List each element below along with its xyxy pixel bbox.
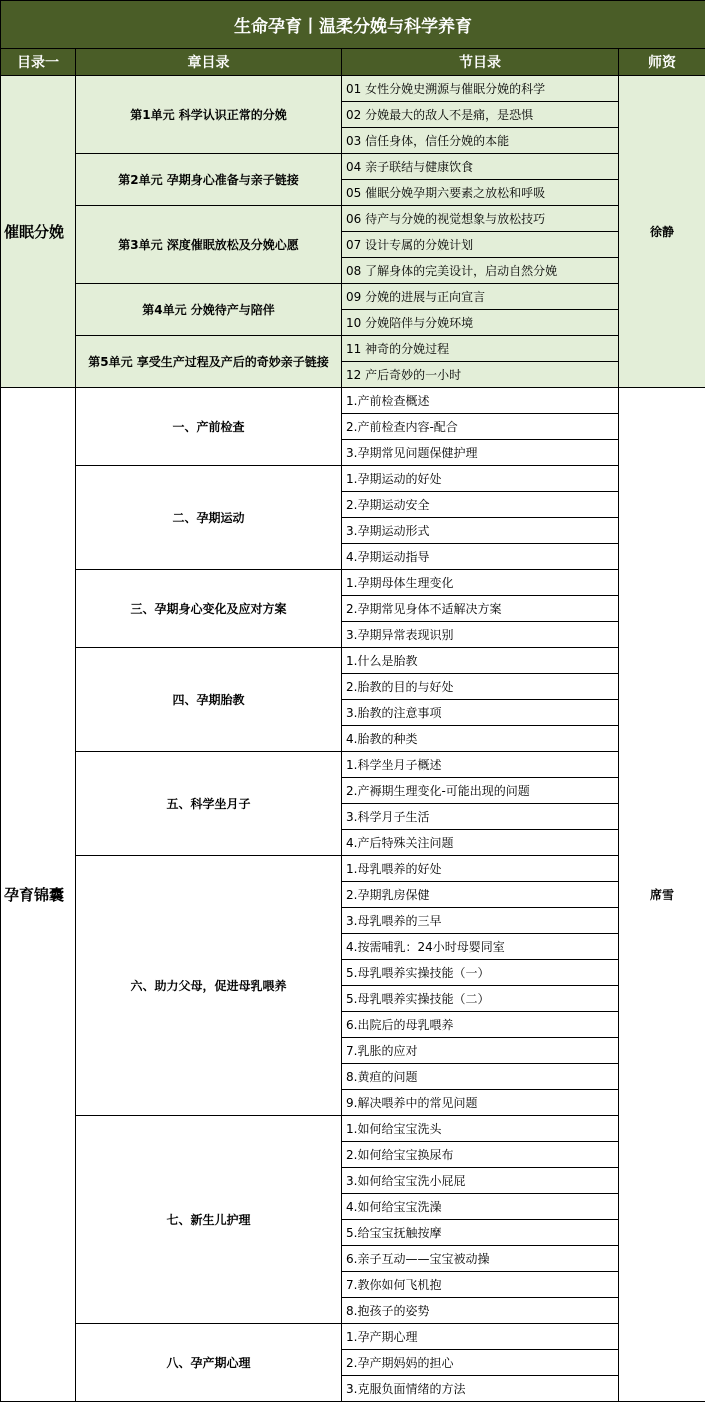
section-cell: 03 信任身体，信任分娩的本能 xyxy=(342,128,619,154)
table-row xyxy=(1,1116,705,1142)
section-cell: 3.孕期异常表现识别 xyxy=(342,622,619,648)
table-row xyxy=(1,752,705,778)
chapter-cell: 五、科学坐月子 xyxy=(76,752,342,856)
section-cell: 10 分娩陪伴与分娩环境 xyxy=(342,310,619,336)
table-row xyxy=(1,1324,705,1350)
table-row xyxy=(1,76,705,102)
table-row xyxy=(1,466,705,492)
section-cell: 3.孕期运动形式 xyxy=(342,518,619,544)
chapter-cell: 第4单元 分娩待产与陪伴 xyxy=(76,284,342,336)
chapter-cell: 二、孕期运动 xyxy=(76,466,342,570)
section-cell: 12 产后奇妙的一小时 xyxy=(342,362,619,388)
chapter-cell: 第2单元 孕期身心准备与亲子链接 xyxy=(76,154,342,206)
table-title: 生命孕育丨温柔分娩与科学养育 xyxy=(1,1,705,49)
section-cell: 2.孕期常见身体不适解决方案 xyxy=(342,596,619,622)
section-cell: 2.胎教的目的与好处 xyxy=(342,674,619,700)
chapter-cell: 三、孕期身心变化及应对方案 xyxy=(76,570,342,648)
chapter-cell: 七、新生儿护理 xyxy=(76,1116,342,1324)
section-cell: 3.母乳喂养的三早 xyxy=(342,908,619,934)
table-row xyxy=(1,570,705,596)
table-row xyxy=(1,284,705,310)
section-cell: 3.如何给宝宝洗小屁屁 xyxy=(342,1168,619,1194)
section-cell: 3.克服负面情绪的方法 xyxy=(342,1376,619,1402)
section-cell: 08 了解身体的完美设计，启动自然分娩 xyxy=(342,258,619,284)
section-cell: 4.孕期运动指导 xyxy=(342,544,619,570)
table-row xyxy=(1,388,705,414)
section-cell: 11 神奇的分娩过程 xyxy=(342,336,619,362)
section-cell: 05 催眠分娩孕期六要素之放松和呼吸 xyxy=(342,180,619,206)
section-cell: 6.出院后的母乳喂养 xyxy=(342,1012,619,1038)
section-cell: 02 分娩最大的敌人不是痛，是恐惧 xyxy=(342,102,619,128)
header-section: 节目录 xyxy=(342,49,619,76)
section-cell: 1.母乳喂养的好处 xyxy=(342,856,619,882)
section-cell: 01 女性分娩史溯源与催眠分娩的科学 xyxy=(342,76,619,102)
section-cell: 2.如何给宝宝换尿布 xyxy=(342,1142,619,1168)
section-cell: 2.孕期乳房保健 xyxy=(342,882,619,908)
section-cell: 2.孕产期妈妈的担心 xyxy=(342,1350,619,1376)
table-row xyxy=(1,336,705,362)
chapter-cell: 六、助力父母，促进母乳喂养 xyxy=(76,856,342,1116)
section-cell: 3.孕期常见问题保健护理 xyxy=(342,440,619,466)
category-cell: 孕育锦囊 xyxy=(1,388,76,1402)
section-cell: 5.给宝宝抚触按摩 xyxy=(342,1220,619,1246)
section-cell: 8.黄疸的问题 xyxy=(342,1064,619,1090)
section-cell: 06 待产与分娩的视觉想象与放松技巧 xyxy=(342,206,619,232)
section-cell: 4.如何给宝宝洗澡 xyxy=(342,1194,619,1220)
section-cell: 9.解决喂养中的常见问题 xyxy=(342,1090,619,1116)
chapter-cell: 第3单元 深度催眠放松及分娩心愿 xyxy=(76,206,342,284)
section-cell: 1.孕期母体生理变化 xyxy=(342,570,619,596)
table-row xyxy=(1,856,705,882)
category-cell: 催眠分娩 xyxy=(1,76,76,388)
header-category: 目录一 xyxy=(1,49,76,76)
table-row xyxy=(1,206,705,232)
section-cell: 1.孕期运动的好处 xyxy=(342,466,619,492)
section-cell: 07 设计专属的分娩计划 xyxy=(342,232,619,258)
teacher-cell: 席雪 xyxy=(619,388,705,1402)
section-cell: 04 亲子联结与健康饮食 xyxy=(342,154,619,180)
section-cell: 3.胎教的注意事项 xyxy=(342,700,619,726)
chapter-cell: 一、产前检查 xyxy=(76,388,342,466)
chapter-cell: 四、孕期胎教 xyxy=(76,648,342,752)
chapter-cell: 第1单元 科学认识正常的分娩 xyxy=(76,76,342,154)
section-cell: 7.乳胀的应对 xyxy=(342,1038,619,1064)
section-cell: 5.母乳喂养实操技能（一） xyxy=(342,960,619,986)
section-cell: 6.亲子互动——宝宝被动操 xyxy=(342,1246,619,1272)
section-cell: 4.胎教的种类 xyxy=(342,726,619,752)
section-cell: 8.抱孩子的姿势 xyxy=(342,1298,619,1324)
section-cell: 09 分娩的进展与正向宣言 xyxy=(342,284,619,310)
section-cell: 2.产褥期生理变化-可能出现的问题 xyxy=(342,778,619,804)
section-cell: 1.什么是胎教 xyxy=(342,648,619,674)
section-cell: 2.孕期运动安全 xyxy=(342,492,619,518)
section-cell: 7.教你如何飞机抱 xyxy=(342,1272,619,1298)
chapter-cell: 八、孕产期心理 xyxy=(76,1324,342,1402)
header-teacher: 师资 xyxy=(619,49,705,76)
section-cell: 4.产后特殊关注问题 xyxy=(342,830,619,856)
section-cell: 1.如何给宝宝洗头 xyxy=(342,1116,619,1142)
section-cell: 1.科学坐月子概述 xyxy=(342,752,619,778)
chapter-cell: 第5单元 享受生产过程及产后的奇妙亲子链接 xyxy=(76,336,342,388)
teacher-cell: 徐静 xyxy=(619,76,705,388)
section-cell: 4.按需哺乳：24小时母婴同室 xyxy=(342,934,619,960)
section-cell: 5.母乳喂养实操技能（二） xyxy=(342,986,619,1012)
table-row xyxy=(1,648,705,674)
section-cell: 2.产前检查内容-配合 xyxy=(342,414,619,440)
header-chapter: 章目录 xyxy=(76,49,342,76)
section-cell: 1.产前检查概述 xyxy=(342,388,619,414)
table-row xyxy=(1,154,705,180)
section-cell: 1.孕产期心理 xyxy=(342,1324,619,1350)
section-cell: 3.科学月子生活 xyxy=(342,804,619,830)
